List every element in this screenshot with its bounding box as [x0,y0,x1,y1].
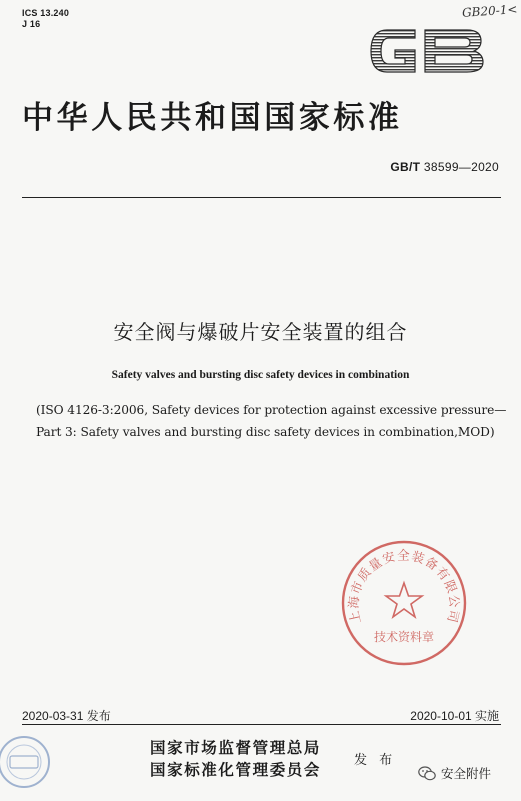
seal-ring-text: 上海市质量安全装备有限公司 [345,547,463,626]
top-divider [22,197,501,198]
handwritten-note: GB20-1< [461,2,518,20]
seal-star-icon [386,583,422,617]
seal-center-text: 技术资料章 [373,630,435,644]
certification-stamp-icon [0,734,52,790]
publish-label: 发 布 [354,753,397,768]
gb-logo-icon [363,24,489,78]
standard-code-number: 38599—2020 [423,160,499,174]
ccs-code: J 16 [22,19,41,29]
standard-code [390,160,499,174]
implement-date: 2020-10-01 实施 [410,709,499,723]
ics-code: ICS 13.240 [22,8,70,18]
issuer-line-1: 国家市场监督管理总局 [150,739,322,757]
standard-code-prefix: GB/T [390,160,421,174]
document-title-en: Safety valves and bursting disc safety devices in combination [111,369,410,381]
iso-reference-line-1: (ISO 4126-3:2006, Safety devices for protection against excessive pressure— [36,403,507,417]
iso-reference-line-2: Part 3: Safety valves and bursting disc safety devices in combination,MOD) [36,425,495,439]
technical-document-seal [338,537,470,669]
watermark-label: 安全附件 [441,766,492,781]
national-standard-title: 中华人民共和国国家标准 [22,100,403,136]
publish-date: 2020-03-31 发布 [22,709,111,723]
classification-codes [22,8,69,30]
issuer-line-2: 国家标准化管理委员会 [150,761,322,779]
bottom-divider [22,724,501,725]
wechat-watermark [418,764,491,782]
wechat-icon [418,766,436,781]
document-title-cn: 安全阀与爆破片安全装置的组合 [113,320,408,344]
issuing-authorities [150,737,321,781]
